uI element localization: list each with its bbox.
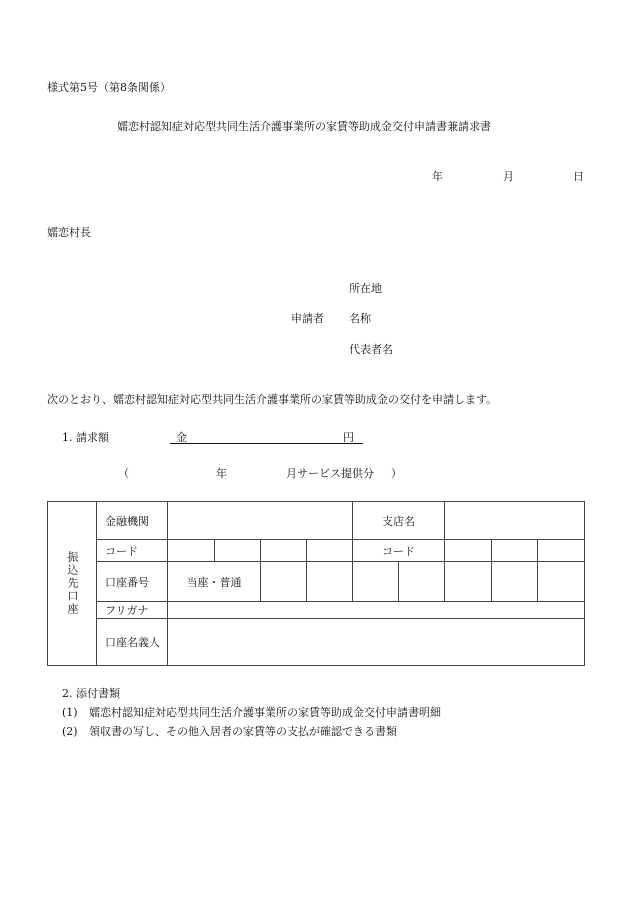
furigana-field[interactable]	[168, 602, 585, 619]
applicant-address-label: 所在地	[349, 282, 382, 295]
claim-prefix: 金	[176, 431, 187, 444]
date-month: 月	[503, 170, 514, 183]
attachment-num-2: (2)	[62, 725, 78, 738]
account-holder-label: 口座名義人	[97, 619, 168, 666]
bank-code-digit-3[interactable]	[261, 540, 307, 562]
account-digit-3[interactable]	[353, 562, 399, 602]
date-year: 年	[432, 170, 443, 183]
bank-side-label: 振込先口座	[66, 551, 79, 616]
account-digit-1[interactable]	[261, 562, 307, 602]
account-digit-7[interactable]	[538, 562, 585, 602]
form-number: 様式第5号（第8条関係）	[47, 81, 171, 94]
applicant-name-label: 名称	[349, 312, 371, 325]
branch-code-label: コード	[353, 540, 445, 562]
document-title: 嬬恋村認知症対応型共同生活介護事業所の家賃等助成金交付申請書兼請求書	[117, 120, 491, 133]
applicant-label: 申請者	[291, 312, 324, 325]
bank-code-label: コード	[97, 540, 168, 562]
bank-code-digit-2[interactable]	[215, 540, 261, 562]
account-digit-5[interactable]	[445, 562, 492, 602]
date-day: 日	[573, 170, 584, 183]
claim-suffix: 円	[343, 431, 354, 444]
intro-text: 次のとおり、嬬恋村認知症対応型共同生活介護事業所の家賃等助成金の交付を申請します。	[47, 393, 498, 406]
service-year: 年	[216, 467, 227, 480]
attachment-text-1: 嬬恋村認知症対応型共同生活介護事業所の家賃等助成金交付申請書明細	[89, 706, 441, 719]
bank-name-field[interactable]	[168, 502, 353, 540]
attachments-heading: 2. 添付書類	[62, 687, 120, 700]
branch-name-label: 支店名	[353, 502, 445, 540]
account-digit-2[interactable]	[307, 562, 353, 602]
attachment-num-1: (1)	[62, 706, 78, 719]
bank-side-label-cell	[48, 502, 97, 666]
branch-code-digit-2[interactable]	[492, 540, 538, 562]
bank-code-digit-4[interactable]	[307, 540, 353, 562]
service-month-text: 月サービス提供分	[286, 467, 374, 480]
branch-code-digit-3[interactable]	[538, 540, 585, 562]
bank-account-table	[47, 501, 585, 666]
account-digit-6[interactable]	[492, 562, 538, 602]
branch-name-field[interactable]	[445, 502, 585, 540]
bank-name-label: 金融機関	[97, 502, 168, 540]
claim-label: 1. 請求額	[62, 431, 109, 444]
account-number-label: 口座番号	[97, 562, 168, 602]
account-digit-4[interactable]	[399, 562, 445, 602]
branch-code-digit-1[interactable]	[445, 540, 492, 562]
service-close-paren: ）	[391, 467, 402, 480]
account-type-selector[interactable]: 当座・普通	[168, 562, 261, 602]
furigana-label: フリガナ	[97, 602, 168, 619]
addressee: 嬬恋村長	[47, 226, 91, 239]
bank-code-digit-1[interactable]	[168, 540, 215, 562]
service-open-paren: （	[118, 467, 129, 480]
attachment-text-2: 領収書の写し、その他入居者の家賃等の支払が確認できる書類	[89, 725, 397, 738]
claim-amount-line[interactable]	[170, 443, 363, 444]
account-holder-field[interactable]	[168, 619, 585, 666]
applicant-rep-label: 代表者名	[349, 343, 393, 356]
